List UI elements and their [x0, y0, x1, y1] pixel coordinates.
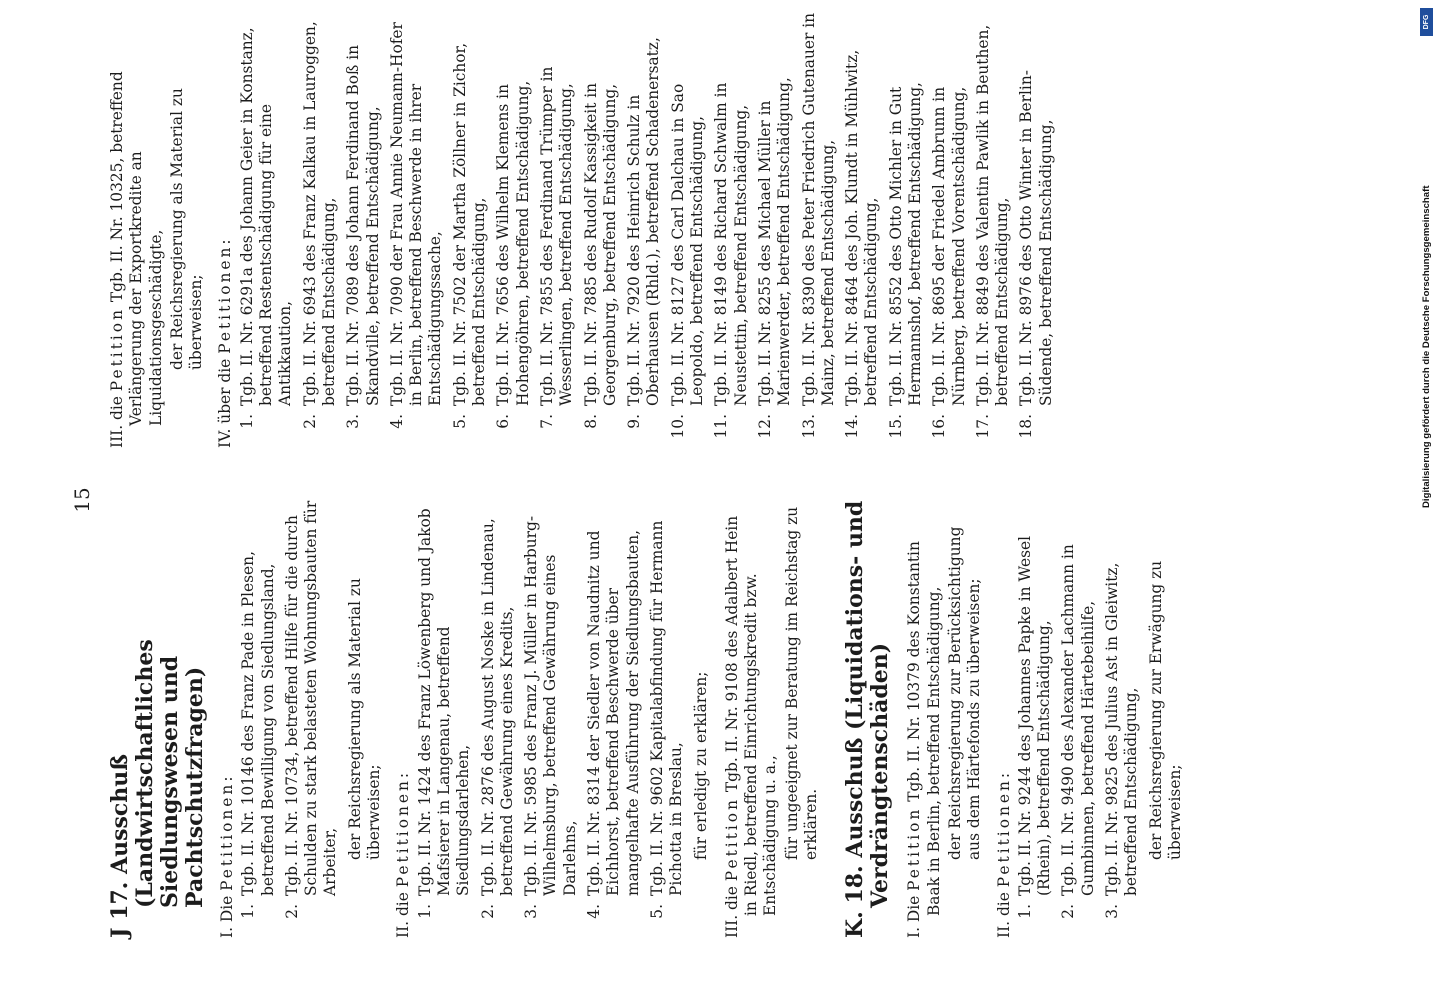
- resolution-text: für ungeeignet zur Beratung im Reichstag zu erklären.: [782, 506, 821, 860]
- list-item: [843, 8, 882, 448]
- list-item: [479, 498, 518, 938]
- item-text: Tgb. II. Nr. 9825 des Julius Ast in Gleiwitz, betreffend Entschädigung,: [1102, 562, 1141, 896]
- section-k-title: K. 18. Ausschuß (Liquidations- und Verdrängtenschäden): [842, 500, 894, 938]
- petition-paragraph: [108, 8, 166, 448]
- item-number: 5.: [450, 414, 469, 429]
- group-label: II. die: [394, 892, 413, 938]
- list-item: [344, 8, 383, 448]
- list-item: [1059, 498, 1098, 938]
- list-item: [669, 8, 708, 448]
- item-text: Tgb. II. Nr. 10734, betreffend Hilfe für die durch Schulden zu stark belasteten Wohnungsbauten für Arbeiter,: [282, 500, 340, 896]
- item-number: 2.: [300, 414, 319, 429]
- item-text: Tgb. II. Nr. 7920 des Heinrich Schulz in Oberhausen (Rhld.), betreffend Schadenersatz,: [625, 37, 663, 406]
- item-number: 8.: [581, 414, 600, 429]
- list-item: [582, 8, 621, 448]
- petition-text: Tgb. II. Nr. 10379 des Konstantin Baak in Berlin, betreffend Entschädigung,: [905, 541, 943, 916]
- item-text: Tgb. II. Nr. 9244 des Johannes Papke in Wesel (Rhein), betreffend Entschädigung,: [1015, 535, 1054, 896]
- group-label-spaced: Petition: [108, 307, 126, 392]
- petition-text: Tgb. II. Nr. 10325, betreffend Verlängerung der Exportkredite an Liquidationsgeschädigte,: [108, 71, 165, 426]
- item-text: Tgb. II. Nr. 2876 des August Noske in Lindenau, betreffend Gewährung eines Kredits,: [478, 518, 516, 896]
- item-text: Tgb. II. Nr. 6291a des Johann Geier in Konstanz, betreffend Restentschädigung für eine Antikkaution,: [237, 27, 295, 406]
- item-number: 16.: [930, 414, 949, 439]
- item-text: Tgb. II. Nr. 8976 des Otto Winter in Berlin-Südende, betreffend Entschädigung,: [1017, 70, 1055, 406]
- list-item: [239, 498, 278, 938]
- group-heading: [216, 8, 235, 448]
- item-number: 11.: [712, 414, 731, 439]
- item-number: 4.: [387, 414, 406, 429]
- item-number: 3.: [522, 904, 541, 919]
- list-item: [522, 498, 580, 938]
- digitization-note: [1416, 8, 1434, 508]
- list-item: [974, 8, 1013, 448]
- list-item: [238, 8, 296, 448]
- item-number: 5.: [647, 904, 666, 919]
- resolution-text: der Reichsregierung zur Erwägung zu überweisen;: [1146, 560, 1184, 860]
- item-number: 3.: [344, 414, 363, 429]
- item-number: 1.: [1015, 904, 1034, 919]
- item-number: 18.: [1017, 414, 1036, 439]
- item-text: Tgb. II. Nr. 7885 des Rudolf Kassigkeit in Georgenburg, betreffend Entschädigung,: [581, 82, 619, 406]
- list-item: [388, 8, 446, 448]
- item-text: Tgb. II. Nr. 8127 des Carl Dalchau in Sao Leopoldo, betreffend Entschädigung,: [668, 83, 707, 406]
- item-text: Tgb. II. Nr. 9602 Kapitalabfindung für Hermann Pichotta in Breslau,: [647, 520, 686, 896]
- list-item: [756, 8, 795, 448]
- left-column: [108, 498, 1195, 938]
- item-text: Tgb. II. Nr. 8255 des Michael Müller in Marienwerder, betreffend Entschädigung,: [755, 77, 794, 406]
- petition-text: Tgb. II. Nr. 9108 des Adalbert Hein in Riedl, betreffend Einrichtungskredit bzw. Entschädigung u. a.,: [722, 515, 780, 916]
- list-item: [1016, 498, 1055, 938]
- item-number: 1.: [237, 414, 256, 429]
- item-number: 2.: [1059, 904, 1078, 919]
- resolution-text: für erledigt zu erklären;: [691, 671, 710, 860]
- petition-paragraph: [905, 498, 944, 938]
- group-label-spaced: Petitionen:: [218, 773, 236, 891]
- item-number: 17.: [973, 414, 992, 439]
- item-text: Tgb. II. Nr. 1424 des Franz Löwenberg und Jakob Mafsierer in Langenau, betreffend Siedlungsdarlehen,: [415, 508, 473, 896]
- item-number: 9.: [625, 414, 644, 429]
- item-number: 2.: [478, 904, 497, 919]
- item-number: 2.: [282, 904, 301, 919]
- item-number: 7.: [537, 414, 556, 429]
- item-number: 14.: [843, 414, 862, 439]
- item-text: Tgb. II. Nr. 7089 des Johann Ferdinand Boß in Skandville, betreffend Entschädigung,: [344, 44, 382, 406]
- item-text: Tgb. II. Nr. 8149 des Richard Schwalm in Neustettin, betreffend Entschädigung,: [712, 82, 750, 406]
- group-label: IV. über die: [216, 358, 235, 448]
- list-item: [585, 498, 643, 938]
- item-text: Tgb. II. Nr. 8464 des Joh. Klundt in Mühlwitz, betreffend Entschädigung,: [843, 49, 881, 406]
- group-label: II. die: [994, 892, 1013, 938]
- list-item: [1103, 498, 1142, 938]
- petition-paragraph: [723, 498, 781, 938]
- item-text: Tgb. II. Nr. 8552 des Otto Michler in Gut Hermannshof, betreffend Entschädigung,: [886, 82, 924, 406]
- group-label-spaced: Petitionen:: [394, 769, 413, 888]
- group-label-spaced: Petitionen:: [994, 769, 1013, 888]
- item-text: Tgb. II. Nr. 8849 des Valentin Pawlik in Beuthen, betreffend Entschädigung,: [973, 24, 1012, 406]
- group-label-spaced: Petition: [905, 806, 924, 891]
- item-text: Tgb. II. Nr. 6943 des Franz Kalkau in Lauroggen, betreffend Entschädigung,: [300, 21, 338, 406]
- group-label: I. Die: [218, 895, 236, 938]
- item-text: Tgb. II. Nr. 7502 der Martha Zöllner in Zichor, betreffend Entschädigung,: [450, 42, 489, 406]
- page-number: 15: [70, 487, 94, 513]
- digitization-note-text: Digitalisierung gefördert durch die Deutsche Forschungsgemeinschaft: [1421, 185, 1432, 508]
- dfg-logo-text: DFG: [1423, 14, 1430, 30]
- group-label-spaced: Petitionen:: [216, 236, 235, 354]
- section-j-title: J 17. Ausschuß (Landwirtschaftliches Siedlungswesen und Pachtschutzfragen): [107, 639, 208, 938]
- resolution-text: der Reichsregierung als Material zu überweisen;: [167, 88, 206, 370]
- group-heading: [394, 498, 413, 938]
- item-text: Tgb. II. Nr. 7855 des Ferdinand Trümper in Wesserlingen, betreffend Entschädigung,: [537, 66, 576, 406]
- list-item: [416, 498, 474, 938]
- list-item: [494, 8, 533, 448]
- right-column: [108, 8, 1061, 448]
- item-text: Tgb. II. Nr. 8390 des Peter Friedrich Gutenauer in Mainz, betreffend Entschädigung,: [799, 12, 837, 406]
- item-number: 1.: [239, 904, 258, 919]
- item-number: 15.: [886, 414, 905, 439]
- list-item: [648, 498, 687, 938]
- item-text: Tgb. II. Nr. 7656 des Wilhelm Klemens in Hohengöhren, betreffend Entschädigung,: [494, 80, 532, 406]
- list-item: [712, 8, 751, 448]
- item-text: Tgb. II. Nr. 7090 der Frau Annie Neumann-Hofer in Berlin, betreffend Beschwerde in ihrer Entschädigungssache,: [387, 22, 445, 406]
- item-text: Tgb. II. Nr. 9490 des Alexander Lachmann in Gumbinnen, betreffend Härtebeihilfe,: [1059, 544, 1097, 896]
- group-label: III. die: [722, 886, 741, 938]
- item-text: Tgb. II. Nr. 5985 des Franz J. Müller in Harburg-Wilhelmsburg, betreffend Gewährung eines Darlehns,: [522, 515, 579, 896]
- item-number: 1.: [415, 904, 434, 919]
- list-item: [800, 8, 839, 448]
- resolution-text: der Reichsregierung als Material zu überweisen;: [345, 578, 384, 860]
- group-label-spaced: Petition: [722, 797, 741, 882]
- list-item: [283, 498, 341, 938]
- list-item: [538, 8, 577, 448]
- list-item: [887, 8, 926, 448]
- list-item: [451, 8, 490, 448]
- item-number: 3.: [1102, 904, 1121, 919]
- item-number: 6.: [494, 414, 513, 429]
- group-label: III. die: [108, 396, 126, 448]
- list-item: [930, 8, 969, 448]
- item-text: Tgb. II. Nr. 10146 des Franz Pade in Plesen, betreffend Bewilligung von Siedlungsland,: [239, 551, 277, 896]
- list-item: [301, 8, 340, 448]
- resolution-text: der Reichsregierung zur Berücksichtigung aus dem Härtefonds zu überweisen;: [945, 526, 984, 860]
- item-text: Tgb. II. Nr. 8314 der Siedler von Naudnitz und Eichhorst, betreffend Beschwerde über mangelhafte Ausführung der Siedlungsbauten,: [585, 529, 642, 896]
- item-number: 12.: [755, 414, 774, 439]
- item-number: 10.: [668, 414, 687, 439]
- item-text: Tgb. II. Nr. 8695 der Friedel Ambrunn in Nürnberg, betreffend Vorentschädigung,: [930, 86, 968, 406]
- group-heading: [218, 498, 237, 938]
- list-item: [625, 8, 664, 448]
- list-item: [1017, 8, 1056, 448]
- group-heading: [995, 498, 1014, 938]
- group-label: I. Die: [905, 895, 924, 938]
- item-number: 13.: [799, 414, 818, 439]
- item-number: 4.: [585, 904, 604, 919]
